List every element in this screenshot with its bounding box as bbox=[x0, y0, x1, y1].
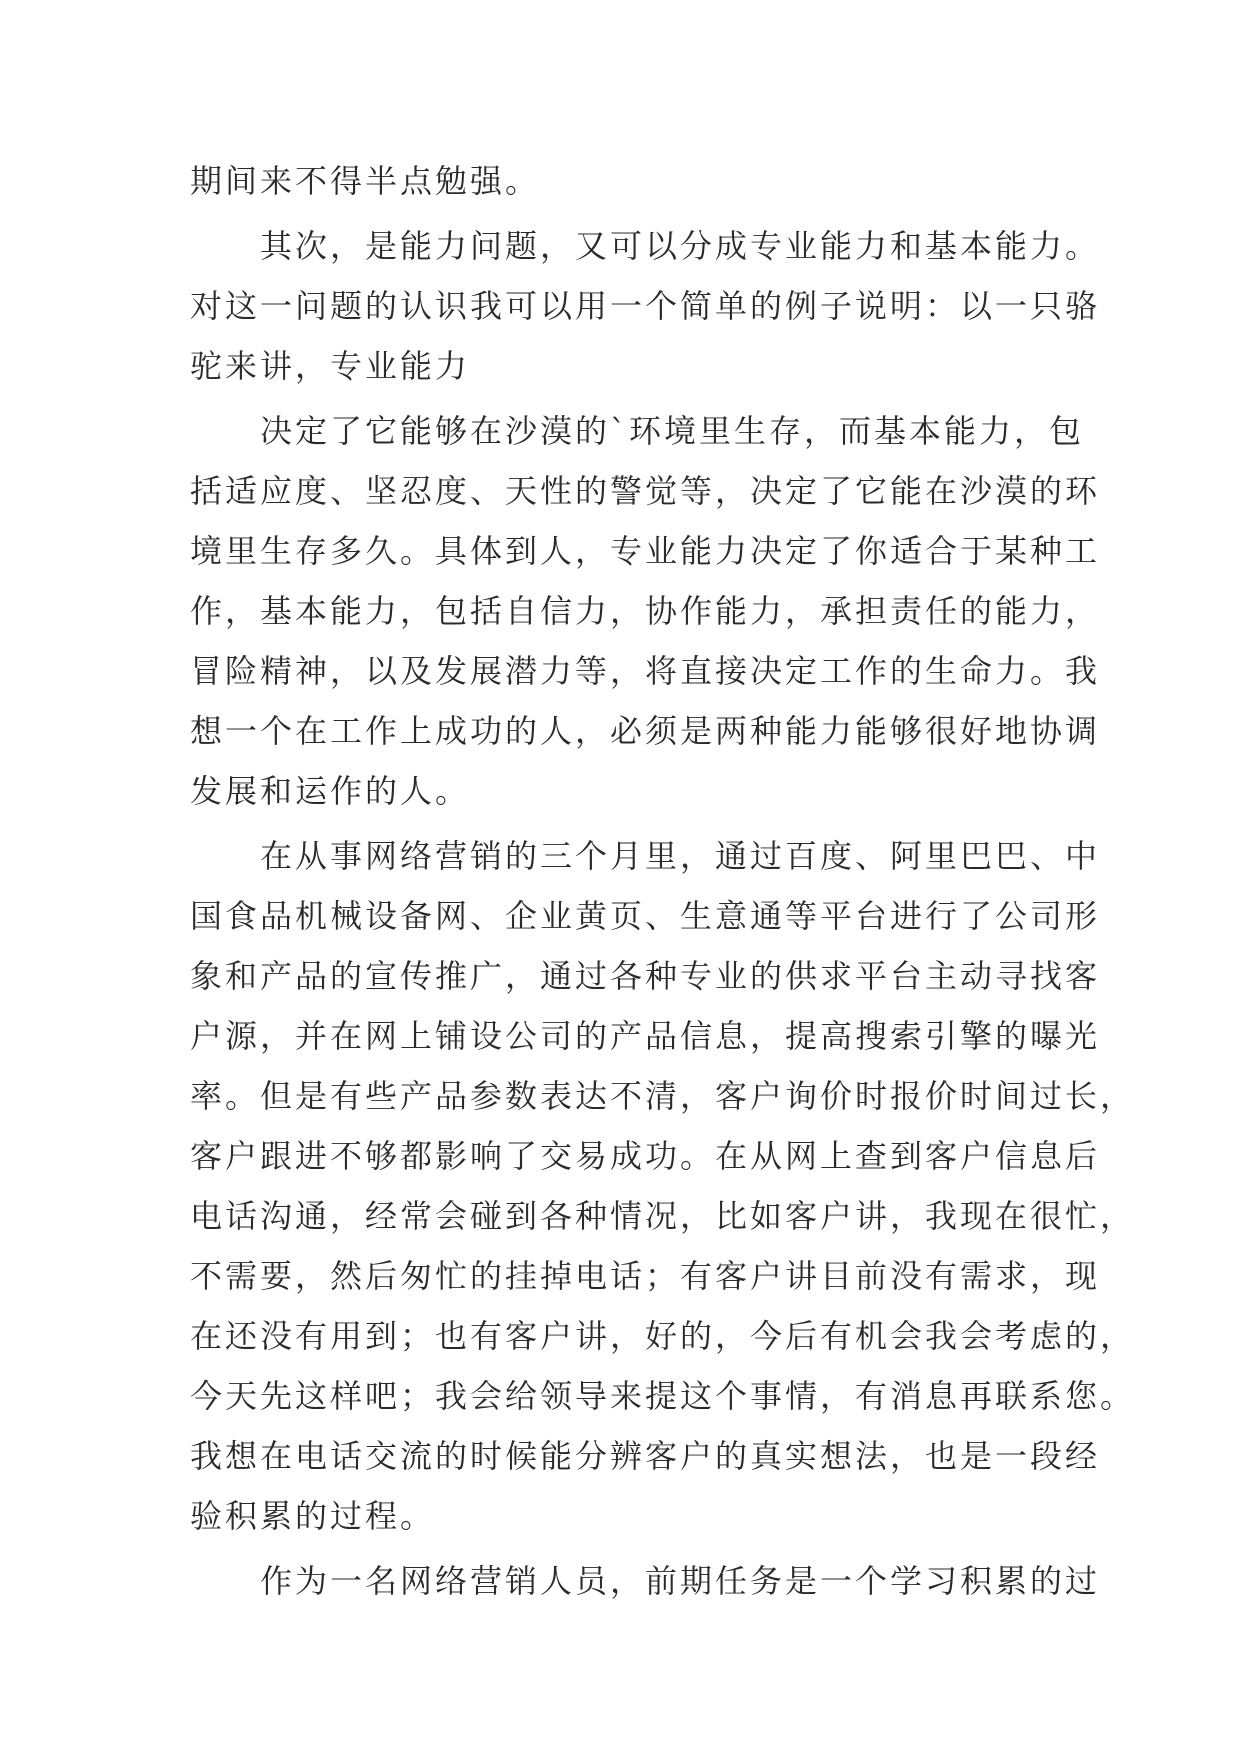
text-line: 不需要，然后匆忙的挂掉电话；有客户讲目前没有需求，现 bbox=[190, 1257, 1101, 1295]
text-line: 今天先这样吧；我会给领导来提这个事情，有消息再联系您。 bbox=[190, 1377, 1136, 1415]
text-line: 象和产品的宣传推广，通过各种专业的供求平台主动寻找客 bbox=[190, 957, 1101, 995]
text-line: 我想在电话交流的时候能分辨客户的真实想法，也是一段经 bbox=[190, 1437, 1101, 1475]
text-line: 在从事网络营销的三个月里，通过百度、阿里巴巴、中 bbox=[260, 837, 1101, 875]
text-line: 境里生存多久。具体到人，专业能力决定了你适合于某种工 bbox=[190, 532, 1101, 570]
text-line: 冒险精神，以及发展潜力等，将直接决定工作的生命力。我 bbox=[190, 652, 1101, 690]
document-body bbox=[190, 151, 1136, 1611]
text-line: 括适应度、坚忍度、天性的警觉等，决定了它能在沙漠的环 bbox=[190, 472, 1101, 510]
text-line: 想一个在工作上成功的人，必须是两种能力能够很好地协调 bbox=[190, 712, 1101, 750]
text-line: 客户跟进不够都影响了交易成功。在从网上查到客户信息后 bbox=[190, 1137, 1101, 1175]
text-line: 期间来不得半点勉强。 bbox=[190, 162, 541, 200]
text-line: 发展和运作的人。 bbox=[190, 772, 471, 810]
text-line: 在还没有用到；也有客户讲，好的，今后有机会我会考虑的， bbox=[190, 1317, 1136, 1355]
text-line: 对这一问题的认识我可以用一个简单的例子说明：以一只骆 bbox=[190, 287, 1101, 325]
text-line: 验积累的过程。 bbox=[190, 1497, 436, 1535]
text-line: 驼来讲，专业能力 bbox=[190, 347, 471, 385]
text-line: 国食品机械设备网、企业黄页、生意通等平台进行了公司形 bbox=[190, 897, 1101, 935]
text-line: 电话沟通，经常会碰到各种情况，比如客户讲，我现在很忙， bbox=[190, 1197, 1136, 1235]
text-line: 决定了它能够在沙漠的`环境里生存，而基本能力，包 bbox=[260, 412, 1085, 450]
text-line: 其次，是能力问题，又可以分成专业能力和基本能力。 bbox=[260, 227, 1101, 265]
text-line: 户源，并在网上铺设公司的产品信息，提高搜索引擎的曝光 bbox=[190, 1017, 1101, 1055]
text-line: 率。但是有些产品参数表达不清，客户询价时报价时间过长， bbox=[190, 1077, 1136, 1115]
text-line: 作为一名网络营销人员，前期任务是一个学习积累的过 bbox=[260, 1562, 1101, 1600]
text-line: 作，基本能力，包括自信力，协作能力，承担责任的能力， bbox=[190, 592, 1101, 630]
